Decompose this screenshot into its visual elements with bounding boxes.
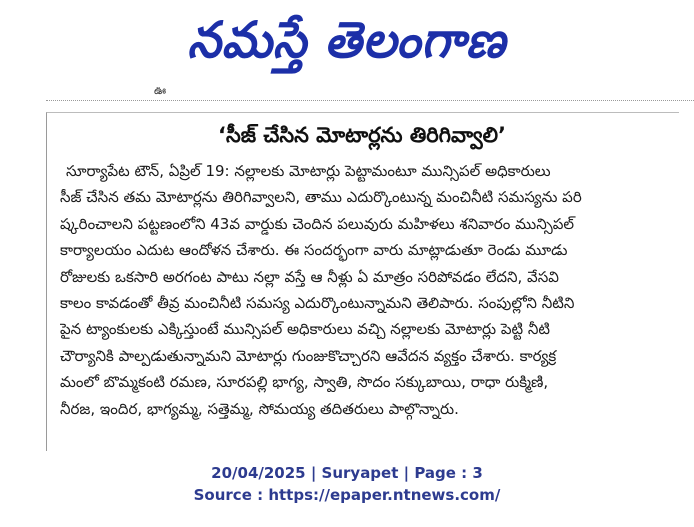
article-line: ష్కరించాలని పట్టణంలోని 43వ వార్డుకు చెందిన పలువురు మహిళలు శనివారం మున్సిపల్ — [60, 214, 575, 233]
article-line: సూర్యాపేట టౌన్, ఏప్రిల్ 19: నల్లాలకు మోటార్లు పెట్టామంటూ మున్సిపల్ అధికారులు — [66, 162, 551, 180]
article-line: కార్యాలయం ఎదుట ఆందోళన చేశారు. ఈ సందర్భంగా వారు మాట్లాడుతూ రెండు మూడు — [60, 241, 568, 260]
article-line: కాలం కావడంతో తీవ్ర మంచినీటి సమస్య ఎదుర్కొంటున్నామని తెలిపారు. సంపుల్లోని నీటిని — [60, 293, 575, 312]
article-headline: ‘సీజ్ చేసిన మోటార్లను తిరిగివ్వాలి’ — [218, 123, 506, 147]
article-line: చౌర్యానికి పాల్పడుతున్నామని మోటార్లు గుంజుకొచ్చారని ఆవేదన వ్యక్తం చేశారు. కార్యక్ర — [60, 346, 557, 365]
masthead — [0, 4, 694, 76]
article-line: రోజులకు ఒకసారి అరగంట పాటు నల్లా వస్తే ఆ నీళ్లు ఏ మాత్రం సరిపోవడం లేదని, వేసవి — [60, 267, 559, 286]
edition-info: 20/04/2025 | Suryapet | Page : 3 — [211, 464, 483, 482]
article-line: నీరజ, ఇందిర, భాగ్యమ్మ, సత్తెమ్మ, సోమయ్య తదితరులు పాల్గొన్నారు. — [60, 399, 459, 418]
article-line: సీజ్ చేసిన తమ మోటార్లను తిరిగివ్వాలని, తాము ఎదుర్కొంటున్న మంచినీటి సమస్యను పరి — [60, 188, 582, 207]
header-divider — [46, 100, 694, 101]
page-mark: ఊ — [154, 84, 167, 97]
article-line: పైన ట్యాంకులకు ఎక్కిస్తుంటే మున్సిపల్ అధికారులు వచ్చి నల్లాలకు మోటార్లు పెట్టి నీటి — [60, 320, 550, 339]
article-line: మంలో బొమ్మకంటి రమణ, సూరపల్లి భాగ్య, స్వాతి, సొదం సక్కుబాయి, రాధా రుక్మిణి, — [60, 373, 549, 392]
newspaper-logo-title: నమస్తే తెలంగాణ — [187, 11, 507, 69]
article-body — [60, 158, 672, 422]
source-link[interactable]: Source : https://epaper.ntnews.com/ — [193, 486, 501, 504]
epaper-footer — [0, 462, 694, 506]
